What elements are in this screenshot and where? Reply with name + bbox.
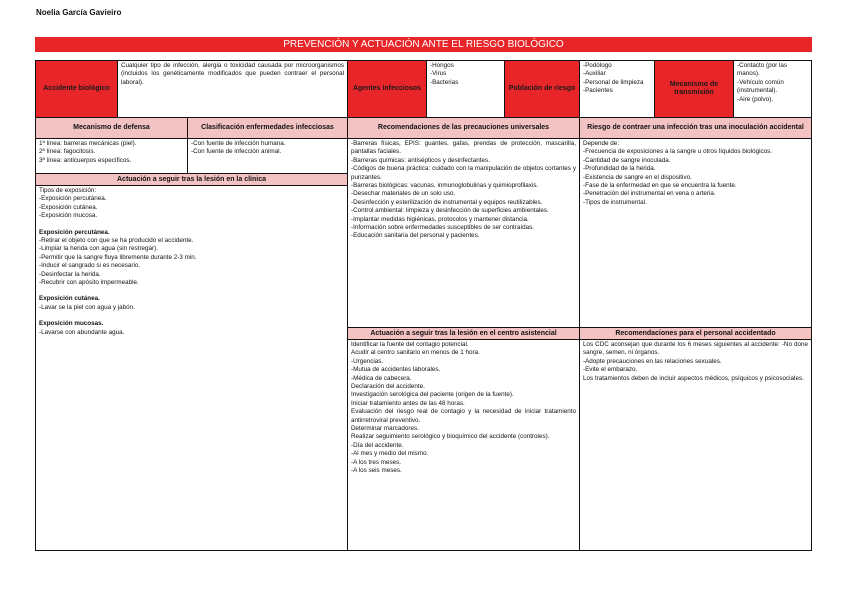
exposicion-percutanea-steps: -Retirar el objeto con que se ha producido el accidente. -Limpiar la herida con agua (sin restregar). -Permitir que la sangre fluya libremente durante 2-3 min. -Inducir el sangrado si es necesario. -Desinfectar la herida. -Recubrir con apósito impermeable. (39, 237, 197, 287)
accidente-biologico-label (35, 60, 118, 118)
mecanismo-defensa-header: Mecanismo de defensa (35, 117, 188, 139)
clasificacion-enfermedades-header: Clasificación enfermedades infecciosas (187, 117, 348, 139)
agentes-infecciosos-list: -Hongos -Virus -Bacterias (426, 60, 505, 118)
poblacion-riesgo-list: -Podólogo -Auxiliar -Personal de limpieza -Pacientes (579, 60, 655, 118)
actuacion-asistencial-header: Actuación a seguir tras la lesión en el centro asistencial (347, 327, 580, 340)
poblacion-riesgo-label-text: Población de riesgo (508, 85, 576, 92)
actuacion-asistencial-text: Identificar la fuente del contagio potencial. Acudir al centro sanitario en menos de 1 hora. -Urgencias. -Mutua de accidentes laborales. -Médica de cabecera. Declaración del accidente. Investigación serológica del paciente (origen de la fuente). Iniciar tratamiento antes de las 48 horas. Evaluación del riesgo real de contagio y la necesidad de iniciar tratamiento antirretroviral preventivo. Determinar marcadores. Realizar seguimiento serológico y bioquímico del accidente (controles). -Día del accidente. -Al mes y medio del mismo. -A los tres meses. -A los seis meses. (347, 339, 580, 551)
riesgo-infeccion-text: Depende de: -Frecuencia de exposiciones a la sangre u otros líquidos biológicos. -Cantidad de sangre inoculada. -Profundidad de la herida. -Existencia de sangre en el dispositivo. -Fase de la enfermedad en que se encuentra la fuente. -Penetración del instrumental en vena o arteria. -Tipos de instrumental. (579, 138, 812, 328)
page-title-banner: PREVENCIÓN Y ACTUACIÓN ANTE EL RIESGO BIOLÓGICO (35, 37, 812, 52)
accidente-biologico-definition: Cualquier tipo de infección, alergia o toxicidad causada por microorganismos (incluidos los genéticamente modificados que pueden contraer el personal laboral). (117, 60, 348, 118)
exposicion-mucosas-steps: -Lavarse con abundante agua. (39, 328, 125, 336)
exposicion-cutanea-steps: -Lavar se la piel con agua y jabón. (39, 303, 135, 311)
author-name: Noelia García Gavieiro (36, 8, 122, 17)
actuacion-clinica-header: Actuación a seguir tras la lesión en la clínica (35, 173, 348, 186)
mecanismo-transmision-list: -Contacto (por las manos). -Vehículo común (instrumental). -Aire (polvo). (733, 60, 812, 118)
clasificacion-enfermedades-text: -Con fuente de infección humana. -Con fuente de infección animal. (187, 138, 348, 174)
actuacion-clinica-body (35, 185, 348, 551)
riesgo-infeccion-header: Riesgo de contraer una infección tras una inoculación accidental (579, 117, 812, 139)
mecanismo-defensa-text: 1ª línea: barreras mecánicas (piel). 2ª línea: fagocitosis. 3ª línea: anticuerpos específicos. (35, 138, 188, 174)
recomendaciones-personal-text: Los CDC aconsejan que durante los 6 meses siguientes al accidente: -No done sangre, semen, ni órganos. -Adopte precauciones en las relaciones sexuales. -Evite el embarazo. Los tratamientos deben de incluir aspectos médicos, psíquicos y psicosociales. (579, 339, 812, 551)
agentes-infecciosos-label (347, 60, 427, 118)
agentes-infecciosos-label-text: Agentes infecciosos (352, 85, 422, 92)
exposicion-mucosas-title: Exposición mucosas. (39, 320, 104, 328)
accidente-biologico-label-text: Accidente biológico (43, 85, 110, 92)
exposicion-percutanea-title: Exposición percutánea. (39, 228, 110, 236)
exposicion-tipos: Tipos de exposición: -Exposición percutánea. -Exposición cutánea. -Exposición mucosa. (39, 187, 107, 220)
poblacion-riesgo-label (504, 60, 580, 118)
mecanismo-transmision-label-text: Mecanismo de transmisión (669, 81, 719, 96)
mecanismo-transmision-label (654, 60, 734, 118)
recomendaciones-precauciones-text: -Barreras físicas, EPIS: guantes, gafas, prendas de protección, mascarilla, pantallas faciales. -Barreras químicas: antisépticos y desinfectantes. -Códigos de buena práctica: cuidado con la manipulación de objetos cortantes y punzantes. -Barreras biológicas: vacunas, inmunoglobulinas y quimioprofilaxis. -Desechar materiales de un solo uso. -Desinfección y esterilización de instrumental y equipos reutilizables. -Control ambiental: limpieza y desinfección de superficies ambientales. -Implantar medidas higiénicas, protocolos y mantener distancia. -Información sobre enfermedades susceptibles de ser contraídas. -Educación sanitaria del personal y pacientes. (347, 138, 580, 328)
recomendaciones-precauciones-header: Recomendaciones de las precauciones universales (347, 117, 580, 139)
recomendaciones-personal-header: Recomendaciones para el personal accidentado (579, 327, 812, 340)
exposicion-cutanea-title: Exposición cutánea. (39, 295, 100, 303)
